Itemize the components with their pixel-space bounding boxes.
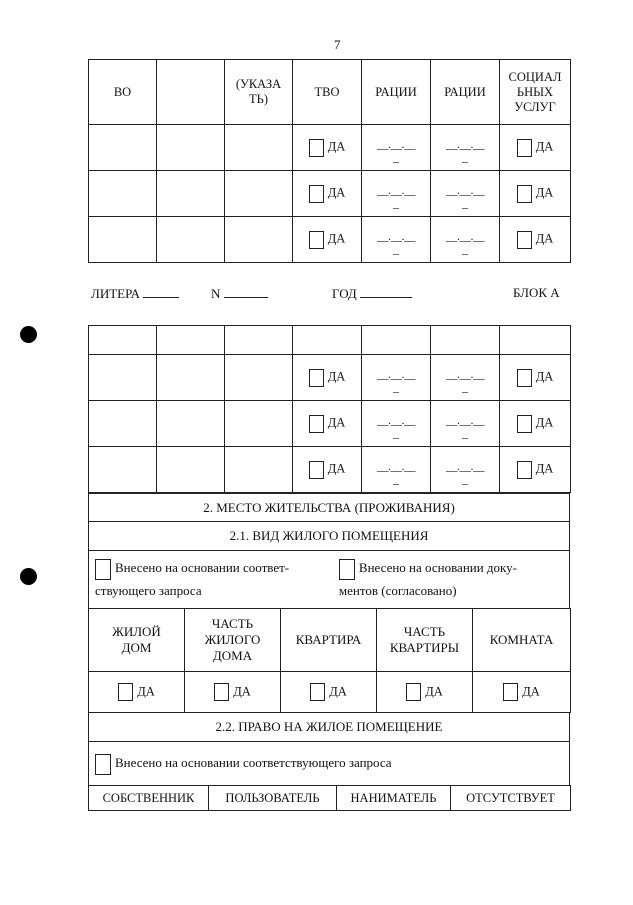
checkbox[interactable] <box>517 369 532 387</box>
yes-checkbox-cell[interactable] <box>185 672 281 713</box>
text-cell[interactable] <box>225 355 293 401</box>
date-pattern: __.__.__ <box>446 458 484 473</box>
roles-table <box>88 785 571 811</box>
checkbox[interactable] <box>517 461 532 479</box>
housing-type-part-apartment: ЧАСТЬ КВАРТИРЫ <box>377 609 473 672</box>
yes-label: ДА <box>327 462 346 476</box>
header-cell-2 <box>157 60 225 125</box>
date-pattern: __.__.__ <box>377 228 415 243</box>
yes-checkbox-cell[interactable] <box>500 217 571 263</box>
date-dash: _ <box>393 471 399 486</box>
date-field[interactable] <box>362 125 431 171</box>
date-pattern: __.__.__ <box>377 182 415 197</box>
checkbox[interactable] <box>406 683 421 701</box>
header-cell-3: (УКАЗА ТЬ) <box>225 60 293 125</box>
block-label: БЛОК А <box>513 285 560 300</box>
yes-checkbox-cell[interactable] <box>281 672 377 713</box>
text-cell[interactable] <box>89 355 157 401</box>
checkbox[interactable] <box>517 139 532 157</box>
yes-checkbox-cell[interactable] <box>293 401 362 447</box>
date-dash: _ <box>393 149 399 164</box>
docs-note-line2: ментов (согласовано) <box>338 582 457 598</box>
table-row <box>89 217 571 263</box>
text-cell[interactable] <box>89 125 157 171</box>
checkbox[interactable] <box>309 369 324 387</box>
page-number: 7 <box>334 37 341 52</box>
date-dash: _ <box>462 241 468 256</box>
date-pattern: __.__.__ <box>377 366 415 381</box>
role-tenant[interactable]: НАНИМАТЕЛЬ <box>337 786 451 811</box>
date-dash: _ <box>462 195 468 210</box>
text-cell[interactable] <box>157 355 225 401</box>
header-cell-5: РАЦИИ <box>362 60 431 125</box>
text-cell[interactable] <box>431 326 500 355</box>
yes-label: ДА <box>233 684 251 699</box>
text-cell[interactable] <box>225 401 293 447</box>
litera-line <box>143 285 179 298</box>
yes-label: ДА <box>327 232 346 246</box>
yes-checkbox-cell[interactable] <box>293 125 362 171</box>
date-pattern: __.__.__ <box>446 366 484 381</box>
housing-type-house: ЖИЛОЙ ДОМ <box>89 609 185 672</box>
text-cell[interactable] <box>157 447 225 493</box>
yes-checkbox-cell[interactable] <box>500 355 571 401</box>
yes-checkbox-cell[interactable] <box>89 672 185 713</box>
docs-checkbox[interactable] <box>339 559 355 580</box>
date-field[interactable] <box>362 217 431 263</box>
checkbox[interactable] <box>517 231 532 249</box>
yes-label: ДА <box>329 684 347 699</box>
yes-label: ДА <box>535 416 554 430</box>
top-table <box>88 59 571 263</box>
checkbox[interactable] <box>503 683 518 701</box>
yes-label: ДА <box>327 416 346 430</box>
header-cell-7: СОЦИАЛ ЬНЫХ УСЛУГ <box>500 60 571 125</box>
yes-label: ДА <box>327 140 346 154</box>
yes-checkbox-cell[interactable] <box>293 447 362 493</box>
yes-label: ДА <box>535 462 554 476</box>
subsection-title: 2.2. ПРАВО НА ЖИЛОЕ ПОМЕЩЕНИЕ <box>89 713 570 742</box>
checkbox[interactable] <box>310 683 325 701</box>
right-note-text: Внесено на основании соответствующего запроса <box>115 755 392 771</box>
header-cell-6: РАЦИИ <box>431 60 500 125</box>
text-cell[interactable] <box>362 326 431 355</box>
request-note-line2: ствующего запроса <box>95 582 202 598</box>
housing-type-room: КОМНАТА <box>473 609 571 672</box>
text-cell[interactable] <box>157 326 225 355</box>
text-cell[interactable] <box>89 326 157 355</box>
header-cell-1: ВО <box>89 60 157 125</box>
request-note-line1: Внесено на основании соответ- <box>115 560 290 576</box>
section-2-table <box>88 493 570 609</box>
role-user[interactable]: ПОЛЬЗОВАТЕЛЬ <box>209 786 337 811</box>
text-cell[interactable] <box>157 171 225 217</box>
yes-checkbox-cell[interactable] <box>293 217 362 263</box>
right-checkbox[interactable] <box>95 754 111 775</box>
date-pattern: __.__.__ <box>377 458 415 473</box>
subsection-title: 2.1. ВИД ЖИЛОГО ПОМЕЩЕНИЯ <box>89 522 570 551</box>
request-note[interactable] <box>95 557 339 602</box>
yes-label: ДА <box>535 186 554 200</box>
housing-type-apartment: КВАРТИРА <box>281 609 377 672</box>
table-row <box>89 355 571 401</box>
date-dash: _ <box>462 471 468 486</box>
text-cell[interactable] <box>225 447 293 493</box>
checkbox[interactable] <box>214 683 229 701</box>
yes-checkbox-cell[interactable] <box>500 447 571 493</box>
number-label: N <box>211 286 221 301</box>
checkbox[interactable] <box>309 139 324 157</box>
header-cell-4: ТВО <box>293 60 362 125</box>
yes-checkbox-cell[interactable] <box>500 171 571 217</box>
year-line <box>360 285 412 298</box>
checkbox[interactable] <box>309 185 324 203</box>
checkbox[interactable] <box>517 185 532 203</box>
date-field[interactable] <box>431 125 500 171</box>
housing-right-table <box>88 712 570 786</box>
number-line <box>224 285 268 298</box>
year-label: ГОД <box>332 286 357 301</box>
date-dash: _ <box>393 241 399 256</box>
table-row <box>89 447 571 493</box>
date-pattern: __.__.__ <box>446 228 484 243</box>
table-row <box>89 401 571 447</box>
yes-checkbox-cell[interactable] <box>500 125 571 171</box>
housing-type-part-house: ЧАСТЬ ЖИЛОГО ДОМА <box>185 609 281 672</box>
text-cell[interactable] <box>293 326 362 355</box>
yes-checkbox-cell[interactable] <box>500 401 571 447</box>
text-cell[interactable] <box>157 401 225 447</box>
date-pattern: __.__.__ <box>446 412 484 427</box>
text-cell[interactable] <box>157 125 225 171</box>
date-dash: _ <box>393 425 399 440</box>
date-field[interactable] <box>362 401 431 447</box>
date-field[interactable] <box>362 447 431 493</box>
text-cell[interactable] <box>225 326 293 355</box>
date-dash: _ <box>393 379 399 394</box>
date-field[interactable] <box>431 447 500 493</box>
litera-label: ЛИТЕРА <box>91 286 141 301</box>
date-field[interactable] <box>431 171 500 217</box>
section-title: 2. МЕСТО ЖИТЕЛЬСТВА (ПРОЖИВАНИЯ) <box>89 494 570 522</box>
checkbox[interactable] <box>309 415 324 433</box>
date-dash: _ <box>462 149 468 164</box>
role-absent[interactable]: ОТСУТСТВУЕТ <box>451 786 571 811</box>
role-owner[interactable]: СОБСТВЕННИК <box>89 786 209 811</box>
text-cell[interactable] <box>225 125 293 171</box>
yes-checkbox-cell[interactable] <box>473 672 571 713</box>
number-field[interactable] <box>211 285 268 302</box>
date-pattern: __.__.__ <box>446 182 484 197</box>
date-pattern: __.__.__ <box>446 136 484 151</box>
text-cell[interactable] <box>89 447 157 493</box>
text-cell[interactable] <box>225 217 293 263</box>
yes-checkbox-cell[interactable] <box>377 672 473 713</box>
checkbox[interactable] <box>309 231 324 249</box>
date-dash: _ <box>393 195 399 210</box>
checkbox[interactable] <box>309 461 324 479</box>
second-table <box>88 325 571 493</box>
yes-label: ДА <box>535 232 554 246</box>
housing-type-table <box>88 608 571 713</box>
table-row <box>89 171 571 217</box>
right-note[interactable] <box>89 742 570 786</box>
docs-note-line1: Внесено на основании доку- <box>358 560 518 576</box>
docs-note[interactable] <box>339 557 563 602</box>
yes-label: ДА <box>425 684 443 699</box>
yes-label: ДА <box>327 186 346 200</box>
table-row <box>89 326 571 355</box>
checkbox[interactable] <box>517 415 532 433</box>
litera-field[interactable] <box>91 285 179 302</box>
date-pattern: __.__.__ <box>377 412 415 427</box>
yes-checkbox-cell[interactable] <box>293 171 362 217</box>
text-cell[interactable] <box>89 401 157 447</box>
date-field[interactable] <box>431 217 500 263</box>
year-field[interactable] <box>332 285 412 302</box>
date-dash: _ <box>462 425 468 440</box>
date-pattern: __.__.__ <box>377 136 415 151</box>
yes-checkbox-cell[interactable] <box>293 355 362 401</box>
yes-label: ДА <box>535 140 554 154</box>
yes-label: ДА <box>522 684 540 699</box>
table-row <box>89 125 571 171</box>
punch-hole-top <box>20 326 37 343</box>
date-dash: _ <box>462 379 468 394</box>
housing-notes <box>89 551 570 609</box>
checkbox[interactable] <box>118 683 133 701</box>
yes-label: ДА <box>137 684 155 699</box>
date-field[interactable] <box>362 355 431 401</box>
punch-hole-bottom <box>20 568 37 585</box>
date-field[interactable] <box>362 171 431 217</box>
text-cell[interactable] <box>89 171 157 217</box>
yes-label: ДА <box>535 370 554 384</box>
yes-label: ДА <box>327 370 346 384</box>
text-cell[interactable] <box>225 171 293 217</box>
date-field[interactable] <box>431 401 500 447</box>
request-checkbox[interactable] <box>95 559 111 580</box>
date-field[interactable] <box>431 355 500 401</box>
text-cell[interactable] <box>500 326 571 355</box>
text-cell[interactable] <box>157 217 225 263</box>
text-cell[interactable] <box>89 217 157 263</box>
